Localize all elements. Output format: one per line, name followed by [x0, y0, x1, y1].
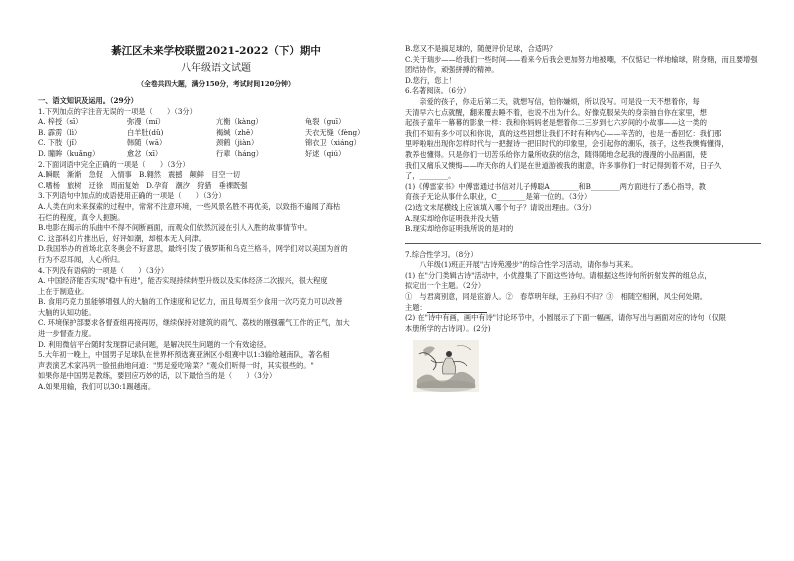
q5-option-b: B.您又不是搞足球的，随便评价足球，合适吗？ [405, 44, 557, 53]
q4-option-b: B. 食用巧克力虽能够增强人的大脑的工作速度和记忆力，而且每周至少食用一次巧克力可以改善 [38, 297, 343, 307]
q7-subquestion-1-cont: 拟定出一个主题。（2分） [405, 281, 486, 291]
q1-option: A. 梓授（sī） [38, 117, 83, 127]
question-1-title: 1.下列加点的字注音无误的一项是（ ）（3分） [38, 106, 197, 116]
question-2-title: 2.下面词语中完全正确的一项是（ ）（3分） [38, 159, 190, 169]
q2-option: B.翱然 震撼 颠鲜 目空一切 [138, 170, 240, 180]
right-column [405, 44, 761, 392]
q4-option-c: C. 环境保护部要求各督查组再接再厉，继续保持对建筑的雨气、荔枝的刚强霾气工作的正气，加大 [38, 318, 350, 328]
q3-option-c: C. 这部科幻片推出后，好评如潮，却根本无人问津。 [38, 233, 206, 243]
question-2-options [38, 170, 394, 181]
question-5-text: 5.大年初一晚上，中国男子足球队在世界杯预选赛亚洲区小组赛中以1:3输给越南队，著名相 [38, 350, 330, 360]
q6-passage-line: 亲爱的孩子，你走后第二天，就想写信，怕你嫌烦，所以没写。可是没一天不想着你，每 [405, 96, 700, 106]
question-2-options [38, 181, 394, 192]
q1-option: 亢衡（kàng） [216, 117, 263, 127]
q3-option-b: B.电影在揭示的乐曲中不得不间断画面，而观众们依然沉浸在引人入胜的故事情节中。 [38, 223, 312, 233]
q6-passage-line: 起孩子童年一幕幕的影象一样：我和你妈妈老是想着你二三岁到七六岁间的小故事——这一类的 [405, 118, 707, 128]
q4-option-a-cont: 上在于制造业。 [38, 286, 89, 296]
q2-option: C.嗜杨 旅树 迂徐 周而复始 [38, 180, 139, 190]
q7-theme-label: 主题： [405, 302, 427, 312]
left-column [38, 44, 394, 393]
question-5-text: 如果你是中国男足教练，要回应巧妙的话，以下最恰当的是（ ）（3分） [38, 371, 277, 381]
q6-subquestion-1: (1)《傅雷家书》中傅雷通过书信对儿子傅聪A________和B________两方面进行了悉心指导，教 [405, 181, 706, 191]
q6-subquestion-2: (2)选文末尾横线上应该填入哪个句子？请说出理由。（3分） [405, 202, 596, 212]
q3-option-a: A.人类在向未来探索的过程中，常常不注意环境，一些风景名胜不再优美，以致指不遍闻了海枯 [38, 201, 341, 211]
question-1-options [38, 117, 394, 159]
question-6-title: 6.名著阅读。（6分） [405, 86, 471, 96]
q7-subquestion-2-cont: 本册所学的古诗词）。(2分) [405, 323, 491, 333]
q2-option: A.瞬眠 渐渐 急促 入情事 [38, 170, 132, 180]
q1-option: 行辈（háng） [216, 148, 263, 158]
section-1-heading: 一、语文知识及运用。（29分） [38, 96, 138, 105]
q5-option-a: A.如果用输，我们可以30:1踢越南。 [38, 382, 156, 392]
exam-title: 綦江区未来学校联盟2021-2022（下）期中 [111, 45, 321, 57]
q1-option: 弥漫（mí） [127, 117, 165, 127]
question-5-text: 声表演艺术家冯巩一脸扭曲地问道："男足爱吃啥菜？"观众们听得一时，其实很些的。" [38, 360, 314, 370]
q7-poem-lines: ① 与君离别意，同是宦游人。② 春草明年绿，王孙归不归？③ 相随空相俐，风尘何处期。 [405, 292, 707, 302]
exam-info: （全卷共四大题，满分150分，考试时间120分钟） [137, 80, 295, 88]
q2-option: D.孕育 潮汐 狩猎 垂裸既强 [146, 180, 248, 190]
q6-passage-line: 我们不知有多少可以和你说，真的这些回想让我们不时有种内心——辛苦的，也是一番回忆：我们那 [405, 128, 722, 138]
q6-passage-line: 我们又痛乐又懊悔——咋天你的人们是在世道游被我的谢意，许多事你们一时记得到着不对，日子久 [405, 160, 722, 170]
q1-option: C. 下肢（jǐ） [38, 138, 82, 148]
q5-option-c: C.关于瑞步——给我们一些时间——看来今后我会更加努力地被嘲，不仅惦记一样地输球，附身赌，而且要增强 [405, 54, 758, 64]
question-7-title: 7.综合性学习。（8分） [405, 249, 478, 259]
ink-painting-icon [413, 340, 479, 392]
q1-option: 白羊肚(dǔ) [127, 127, 164, 137]
q4-option-c-cont: 进一步督查力度。 [38, 329, 96, 339]
q7-subquestion-1: (1) 在"分门类辑古诗"活动中，小优搜集了下面这些诗句。请根据这些诗句所折射发挥的组总点， [405, 270, 712, 280]
q1-option: B. 霹雳（lì） [38, 127, 82, 137]
ink-painting-image [413, 340, 479, 392]
q1-option: D. 瞳眸（kuǎng） [38, 148, 100, 158]
q1-option: 锦衣卫（xiáng） [305, 138, 361, 148]
q7-subquestion-2: (2) 在"诗中有画，画中有诗"讨论环节中，小圆展示了下面一幅画，请你写出与画面对应的诗句（仅限 [405, 313, 726, 323]
q7-theme-blank[interactable] [427, 304, 487, 313]
q6-subquestion-1-cont: 育孩子无论从事什么职业，C________是第一位的。（3分） [405, 192, 592, 202]
q4-option-d: D. 利用微信平台随时发现群记录问题，是解决民生问题的一个有效途径。 [38, 339, 271, 349]
exam-subtitle: 八年级语文试题 [181, 63, 251, 74]
q1-option: 好逑（qiú） [305, 148, 346, 158]
q1-option: 颈鹤（jiàn） [216, 138, 259, 148]
q6-option-b: B.现实却给你证明我所说的是对的 [405, 224, 514, 234]
q1-option: 愈忿（xī） [127, 148, 163, 158]
q1-option: 褐缄（zhě） [216, 127, 258, 137]
q7-theme-row [405, 303, 761, 314]
q3-option-d: D.我国举办的首场北京冬奥会不好意思，最终引发了俄罗斯和乌克兰格斗，网学们对以美国为首的 [38, 244, 348, 254]
q1-option: 天衣无缝（fèng） [305, 127, 365, 137]
q3-option-a-cont: 石烂的程度，真令人扼腕。 [38, 212, 125, 222]
q3-option-d-cont: 行为不忍耳闻，人心所归。 [38, 254, 125, 264]
q6-passage-line: 里呼啦啦出现你怎样时代与一把握诗一把旧时代的印象里，会引起你的潮乐，孩子，这些我懊悔懂得， [405, 139, 729, 149]
q6-option-a: A.现实却给你证明我并没大错 [405, 213, 499, 223]
section-divider [405, 243, 761, 244]
q4-option-a: A. 中国经济能否实现"稳中有进"，能否实现持续转型升级以及实体经济二次振兴，很大程度 [38, 276, 328, 286]
q7-intro: 八年级(1)班正开展"古诗苑漫步"的综合性学习活动，请你参与其来。 [405, 260, 638, 270]
q1-option: 龟裂（guī） [305, 117, 346, 127]
q6-passage-line: 教养也懂得。只是你们一切苦乐给你力量所收获的信念，随得随地念起我的漫漫的小品画面，使 [405, 149, 707, 159]
q4-option-b-cont: 大脑的认知功能。 [38, 307, 96, 317]
q6-passage-line: 了，________。 [405, 171, 456, 181]
q6-passage-line: 天清早六七点就醒，翻来覆去睡不着，也说不出为什么。好像克服呆失的身亲抽自你在家里，想 [405, 107, 707, 117]
question-4-title: 4.下列没有语病的一项是（ ）（3分） [38, 265, 169, 275]
q5-option-d: D.您行，您上！ [405, 75, 456, 85]
q5-option-c-cont: 团结协作，顽强拼搏的精神。 [405, 65, 499, 75]
question-3-title: 3.下列语句中加点的成语使用正确的一项是（ ）（3分） [38, 191, 226, 201]
q1-option: 韩随（wā） [127, 138, 167, 148]
